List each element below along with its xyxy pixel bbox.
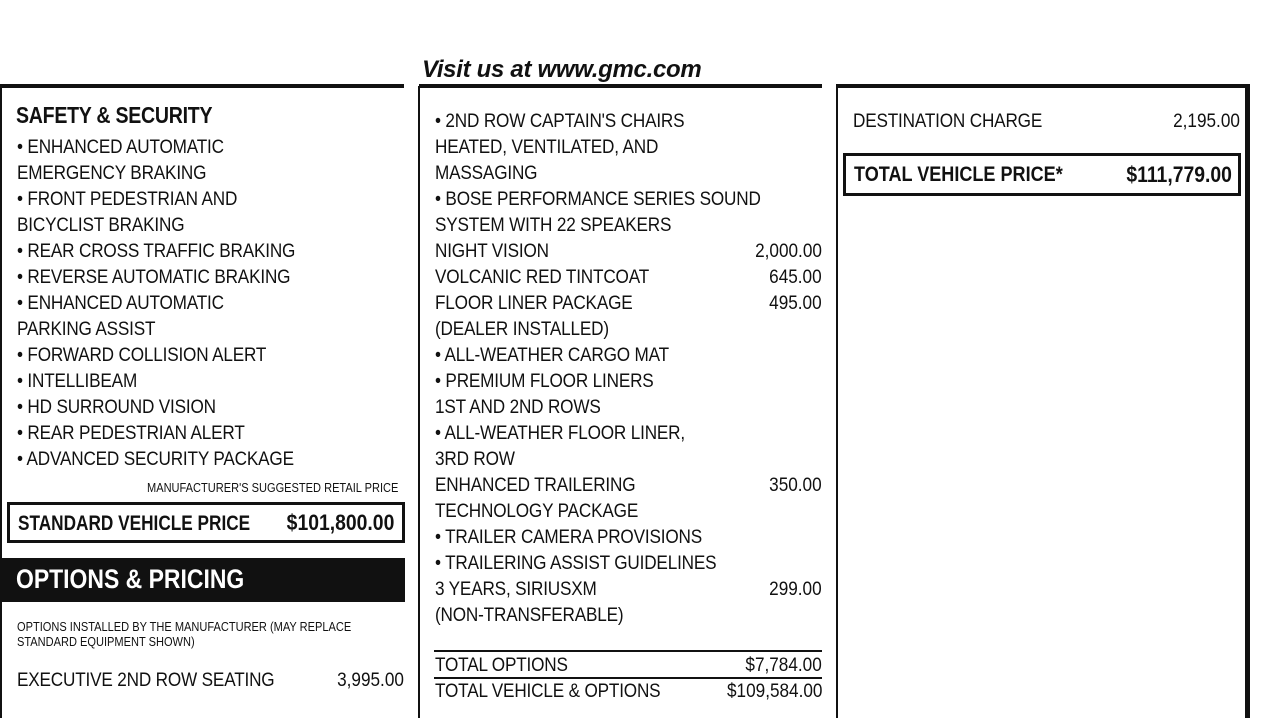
option-label: EXECUTIVE 2ND ROW SEATING <box>17 669 275 691</box>
option-price: 495.00 <box>769 292 822 314</box>
list-item: • REVERSE AUTOMATIC BRAKING <box>17 266 291 288</box>
right-column-right-border <box>1245 86 1250 718</box>
list-item: • REAR PEDESTRIAN ALERT <box>17 422 245 444</box>
total-vehicle-price-label: TOTAL VEHICLE PRICE* <box>854 163 1063 186</box>
website-link: Visit us at www.gmc.com <box>422 56 702 83</box>
list-item: • ENHANCED AUTOMATIC <box>17 292 224 314</box>
option-price: 299.00 <box>769 578 822 600</box>
list-item: NIGHT VISION <box>435 240 549 262</box>
list-item: • FORWARD COLLISION ALERT <box>17 344 267 366</box>
total-vehicle-price-value: $111,779.00 <box>1126 162 1232 187</box>
total-vehicle-options-label: TOTAL VEHICLE & OPTIONS <box>435 680 661 702</box>
option-price: 350.00 <box>769 474 822 496</box>
left-column-top-rule <box>0 84 404 88</box>
middle-column-border <box>418 86 420 718</box>
total-options-value: $7,784.00 <box>745 654 822 676</box>
list-item: • TRAILER CAMERA PROVISIONS <box>435 526 702 548</box>
list-item: • ADVANCED SECURITY PACKAGE <box>17 448 294 470</box>
total-vehicle-options-value: $109,584.00 <box>726 680 822 702</box>
list-item: • 2ND ROW CAPTAIN'S CHAIRS <box>435 110 685 132</box>
list-item: FLOOR LINER PACKAGE <box>435 292 633 314</box>
safety-security-heading: SAFETY & SECURITY <box>16 102 213 128</box>
list-item: • ALL-WEATHER FLOOR LINER, <box>435 422 685 444</box>
standard-price-value: $101,800.00 <box>286 510 394 535</box>
list-item: • HD SURROUND VISION <box>17 396 216 418</box>
list-item: VOLCANIC RED TINTCOAT <box>435 266 650 288</box>
msrp-caption: MANUFACTURER'S SUGGESTED RETAIL PRICE <box>147 480 399 495</box>
list-item: • INTELLIBEAM <box>17 370 138 392</box>
list-item: • FRONT PEDESTRIAN AND <box>17 188 238 210</box>
list-item: 3RD ROW <box>435 448 515 470</box>
list-item: • REAR CROSS TRAFFIC BRAKING <box>17 240 296 262</box>
list-item: ENHANCED TRAILERING <box>435 474 636 496</box>
options-pricing-heading: OPTIONS & PRICING <box>16 564 245 594</box>
list-item: 3 YEARS, SIRIUSXM <box>435 578 597 600</box>
list-item: • ENHANCED AUTOMATIC <box>17 136 224 158</box>
right-column-top-rule <box>836 84 1250 88</box>
list-item: (NON-TRANSFERABLE) <box>435 604 624 626</box>
list-item: BICYCLIST BRAKING <box>17 214 185 236</box>
right-column-left-border <box>836 86 838 718</box>
list-item: PARKING ASSIST <box>17 318 156 340</box>
destination-charge-label: DESTINATION CHARGE <box>853 110 1043 132</box>
standard-price-label: STANDARD VEHICLE PRICE <box>18 512 251 535</box>
list-item: • TRAILERING ASSIST GUIDELINES <box>435 552 717 574</box>
standard-price-box <box>7 502 405 543</box>
option-price: 645.00 <box>769 266 822 288</box>
option-price: 2,000.00 <box>755 240 822 262</box>
list-item: HEATED, VENTILATED, AND <box>435 136 659 158</box>
total-options-label: TOTAL OPTIONS <box>435 654 568 676</box>
list-item: 1ST AND 2ND ROWS <box>435 396 601 418</box>
list-item: • PREMIUM FLOOR LINERS <box>435 370 654 392</box>
options-note-line-2: STANDARD EQUIPMENT SHOWN) <box>17 634 195 649</box>
option-price: 3,995.00 <box>337 669 404 691</box>
list-item: • BOSE PERFORMANCE SERIES SOUND <box>435 188 761 210</box>
list-item: SYSTEM WITH 22 SPEAKERS <box>435 214 672 236</box>
options-pricing-banner <box>0 558 405 602</box>
total-vehicle-price-box <box>843 153 1241 196</box>
list-item: TECHNOLOGY PACKAGE <box>435 500 639 522</box>
list-item: • ALL-WEATHER CARGO MAT <box>435 344 669 366</box>
destination-charge-value: 2,195.00 <box>1173 110 1240 132</box>
list-item: (DEALER INSTALLED) <box>435 318 609 340</box>
left-column-border <box>0 86 2 718</box>
list-item: EMERGENCY BRAKING <box>17 162 207 184</box>
middle-column-top-rule <box>419 84 822 88</box>
list-item: MASSAGING <box>435 162 538 184</box>
options-note-line-1: OPTIONS INSTALLED BY THE MANUFACTURER (MAY REPLACE <box>17 619 352 634</box>
